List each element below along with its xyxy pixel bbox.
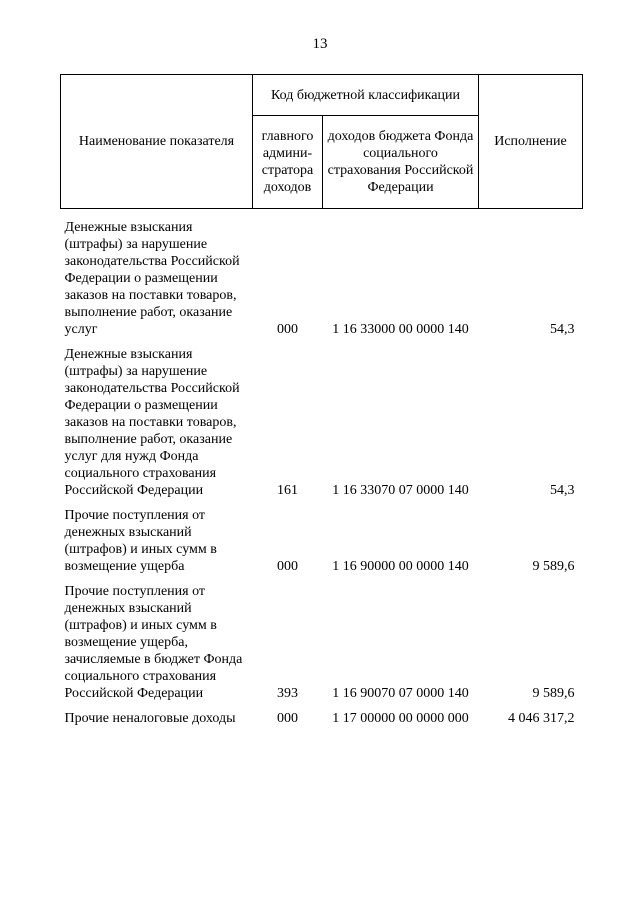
header-execution: Исполнение	[479, 75, 583, 209]
table-row	[61, 346, 583, 507]
row-execution: 9 589,6	[532, 686, 575, 701]
row-name: Прочие поступления от денежных взысканий (штрафов) и иных сумм в возмещение ущерба, зачисляемые в бюджет Фонда социального страхования Российской Федерации	[64, 584, 243, 701]
row-budget-code: 1 16 90070 07 0000 140	[332, 686, 469, 701]
table-row	[61, 209, 583, 347]
table-row	[61, 710, 583, 735]
row-budget-code: 1 16 90000 00 0000 140	[332, 559, 469, 574]
table-header	[61, 75, 583, 209]
row-admin-code: 000	[277, 322, 298, 337]
row-budget-code: 1 16 33070 07 0000 140	[332, 483, 469, 498]
row-name: Денежные взыскания (штрафы) за нарушение законодательства Российской Федерации о размещении заказов на поставки товаров, выполнение работ, оказание услуг для нужд Фонда социального страхования Российской Федерации	[64, 347, 240, 498]
row-admin-code: 000	[277, 559, 298, 574]
row-name: Денежные взыскания (штрафы) за нарушение законодательства Российской Федерации о размещении заказов на поставки товаров, выполнение работ, оказание услуг	[64, 220, 240, 337]
header-income: доходов бюджета Фонда социального страхования Российской Федерации	[323, 116, 479, 209]
row-execution: 4 046 317,2	[508, 711, 575, 726]
row-execution: 9 589,6	[532, 559, 575, 574]
row-admin-code: 393	[277, 686, 298, 701]
row-budget-code: 1 17 00000 00 0000 000	[332, 711, 469, 726]
header-admin: главного админи-стратора доходов	[253, 116, 323, 209]
row-name: Прочие поступления от денежных взысканий (штрафов) и иных сумм в возмещение ущерба	[64, 508, 217, 574]
row-admin-code: 000	[277, 711, 298, 726]
table-row	[61, 583, 583, 710]
header-code-group: Код бюджетной классификации	[253, 75, 479, 116]
budget-table	[60, 74, 583, 735]
table-body	[61, 209, 583, 736]
row-name: Прочие неналоговые доходы	[64, 711, 236, 726]
page-number: 13	[312, 36, 328, 52]
row-execution: 54,3	[550, 322, 575, 337]
row-budget-code: 1 16 33000 00 0000 140	[332, 322, 469, 337]
table-row	[61, 507, 583, 583]
row-admin-code: 161	[277, 483, 298, 498]
row-execution: 54,3	[550, 483, 575, 498]
header-name: Наименование показателя	[61, 75, 253, 209]
